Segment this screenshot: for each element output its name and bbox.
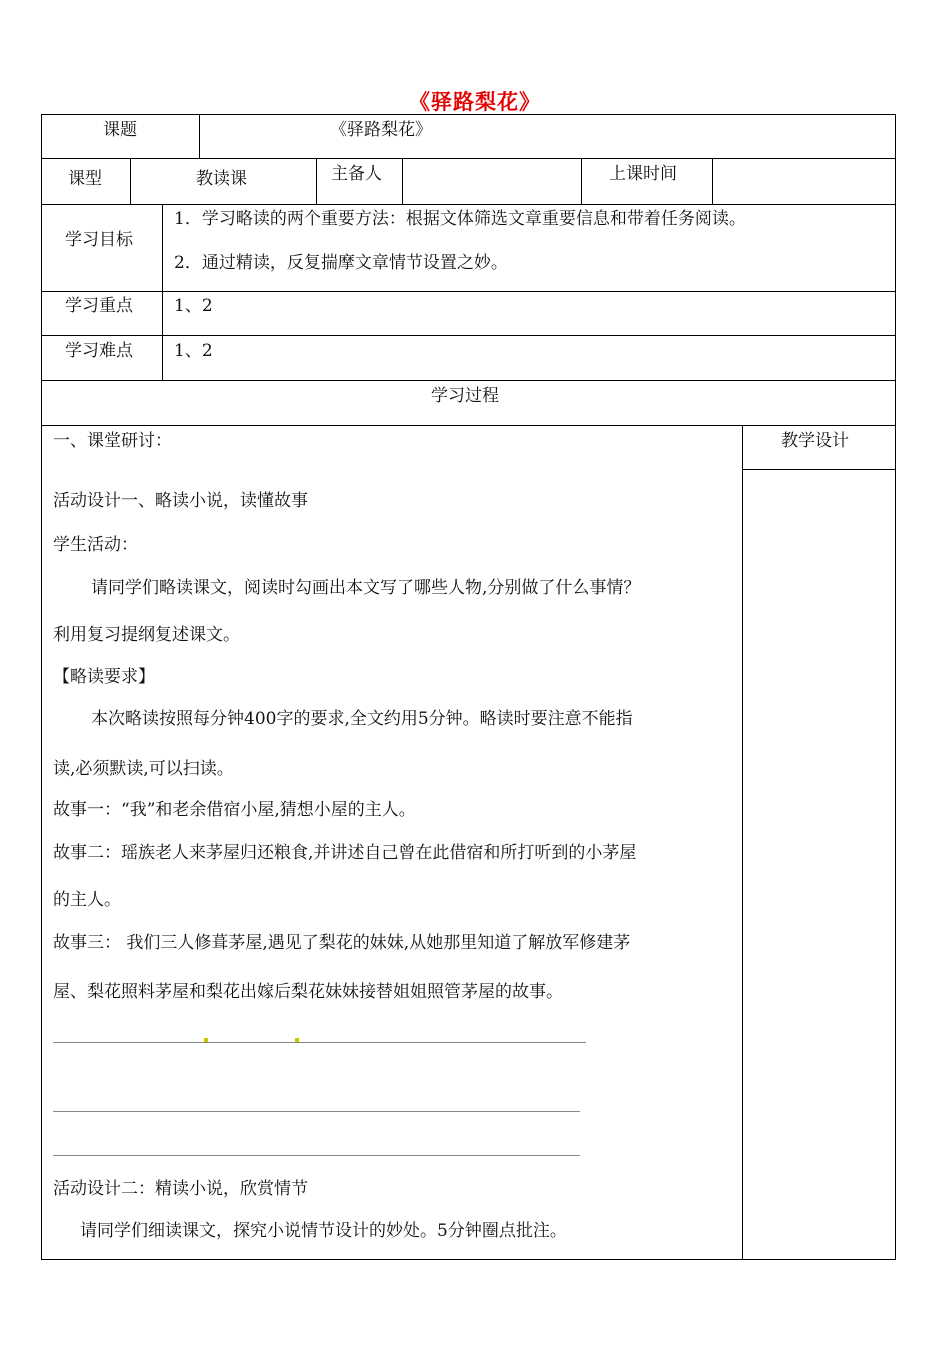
difficulty-label: 学习难点 bbox=[65, 341, 133, 361]
page-title: 《驿路梨花》 bbox=[409, 89, 541, 114]
cell-divider bbox=[402, 158, 403, 204]
type-value: 教读课 bbox=[196, 169, 247, 189]
answer-line bbox=[53, 1111, 580, 1112]
design-header-divider bbox=[742, 469, 896, 470]
focus-value: 1、2 bbox=[174, 296, 213, 316]
topic-label: 课题 bbox=[103, 120, 137, 140]
row-divider bbox=[41, 380, 896, 381]
student-activity-label: 学生活动： bbox=[53, 535, 138, 555]
story-line: 屋、梨花照料茅屋和梨花出嫁后梨花妹妹接替姐姐照管茅屋的故事。 bbox=[53, 982, 563, 1002]
cell-divider bbox=[712, 158, 713, 204]
design-heading: 教学设计 bbox=[781, 431, 849, 451]
answer-line-marker bbox=[204, 1038, 208, 1042]
difficulty-value: 1、2 bbox=[174, 341, 213, 361]
cell-divider bbox=[316, 158, 317, 204]
story-line: 的主人。 bbox=[53, 890, 121, 910]
cell-divider bbox=[130, 158, 131, 204]
table-border-bottom bbox=[41, 1259, 896, 1260]
activity-title: 活动设计一、略读小说，读懂故事 bbox=[53, 491, 308, 511]
table-border-top bbox=[41, 114, 896, 115]
story-line: 故事三： 我们三人修葺茅屋,遇见了梨花的妹妹,从她那里知道了解放军修建茅 bbox=[53, 933, 631, 953]
cell-divider bbox=[199, 114, 200, 158]
requirement-title: 【略读要求】 bbox=[53, 667, 155, 687]
table-border-left bbox=[41, 114, 42, 1260]
section-heading: 一、课堂研讨： bbox=[53, 431, 172, 451]
answer-line bbox=[53, 1155, 580, 1156]
objective-item: 2．通过精读，反复揣摩文章情节设置之妙。 bbox=[174, 253, 508, 273]
objectives-label: 学习目标 bbox=[65, 230, 133, 250]
activity-title: 活动设计二：精读小说，欣赏情节 bbox=[53, 1179, 308, 1199]
paragraph-line: 请同学们细读课文，探究小说情节设计的妙处。5分钟圈点批注。 bbox=[80, 1221, 567, 1241]
row-divider bbox=[41, 204, 896, 205]
cell-divider bbox=[581, 158, 582, 204]
cell-divider bbox=[162, 204, 163, 380]
time-label: 上课时间 bbox=[609, 164, 677, 184]
row-divider bbox=[41, 158, 896, 159]
topic-value: 《驿路梨花》 bbox=[330, 120, 432, 140]
row-divider bbox=[41, 291, 896, 292]
paragraph-line: 本次略读按照每分钟400字的要求,全文约用5分钟。略读时要注意不能指 bbox=[91, 709, 633, 729]
focus-label: 学习重点 bbox=[65, 296, 133, 316]
story-line: 故事一：“我”和老余借宿小屋,猜想小屋的主人。 bbox=[53, 800, 416, 820]
paragraph-line: 读,必须默读,可以扫读。 bbox=[53, 759, 234, 779]
row-divider bbox=[41, 425, 896, 426]
objective-item: 1．学习略读的两个重要方法：根据文体筛选文章重要信息和带着任务阅读。 bbox=[174, 209, 746, 229]
process-heading: 学习过程 bbox=[431, 386, 499, 406]
answer-line-marker bbox=[295, 1038, 299, 1042]
type-label: 课型 bbox=[68, 169, 102, 189]
design-column-divider bbox=[742, 425, 743, 1259]
row-divider bbox=[41, 335, 896, 336]
table-border-right bbox=[895, 114, 896, 1260]
paragraph-line: 利用复习提纲复述课文。 bbox=[53, 625, 240, 645]
answer-line bbox=[53, 1042, 586, 1043]
story-line: 故事二：瑶族老人来茅屋归还粮食,并讲述自己曾在此借宿和所打听到的小茅屋 bbox=[53, 843, 637, 863]
paragraph-line: 请同学们略读课文，阅读时勾画出本文写了哪些人物,分别做了什么事情？ bbox=[91, 578, 641, 598]
preparer-label: 主备人 bbox=[331, 164, 382, 184]
